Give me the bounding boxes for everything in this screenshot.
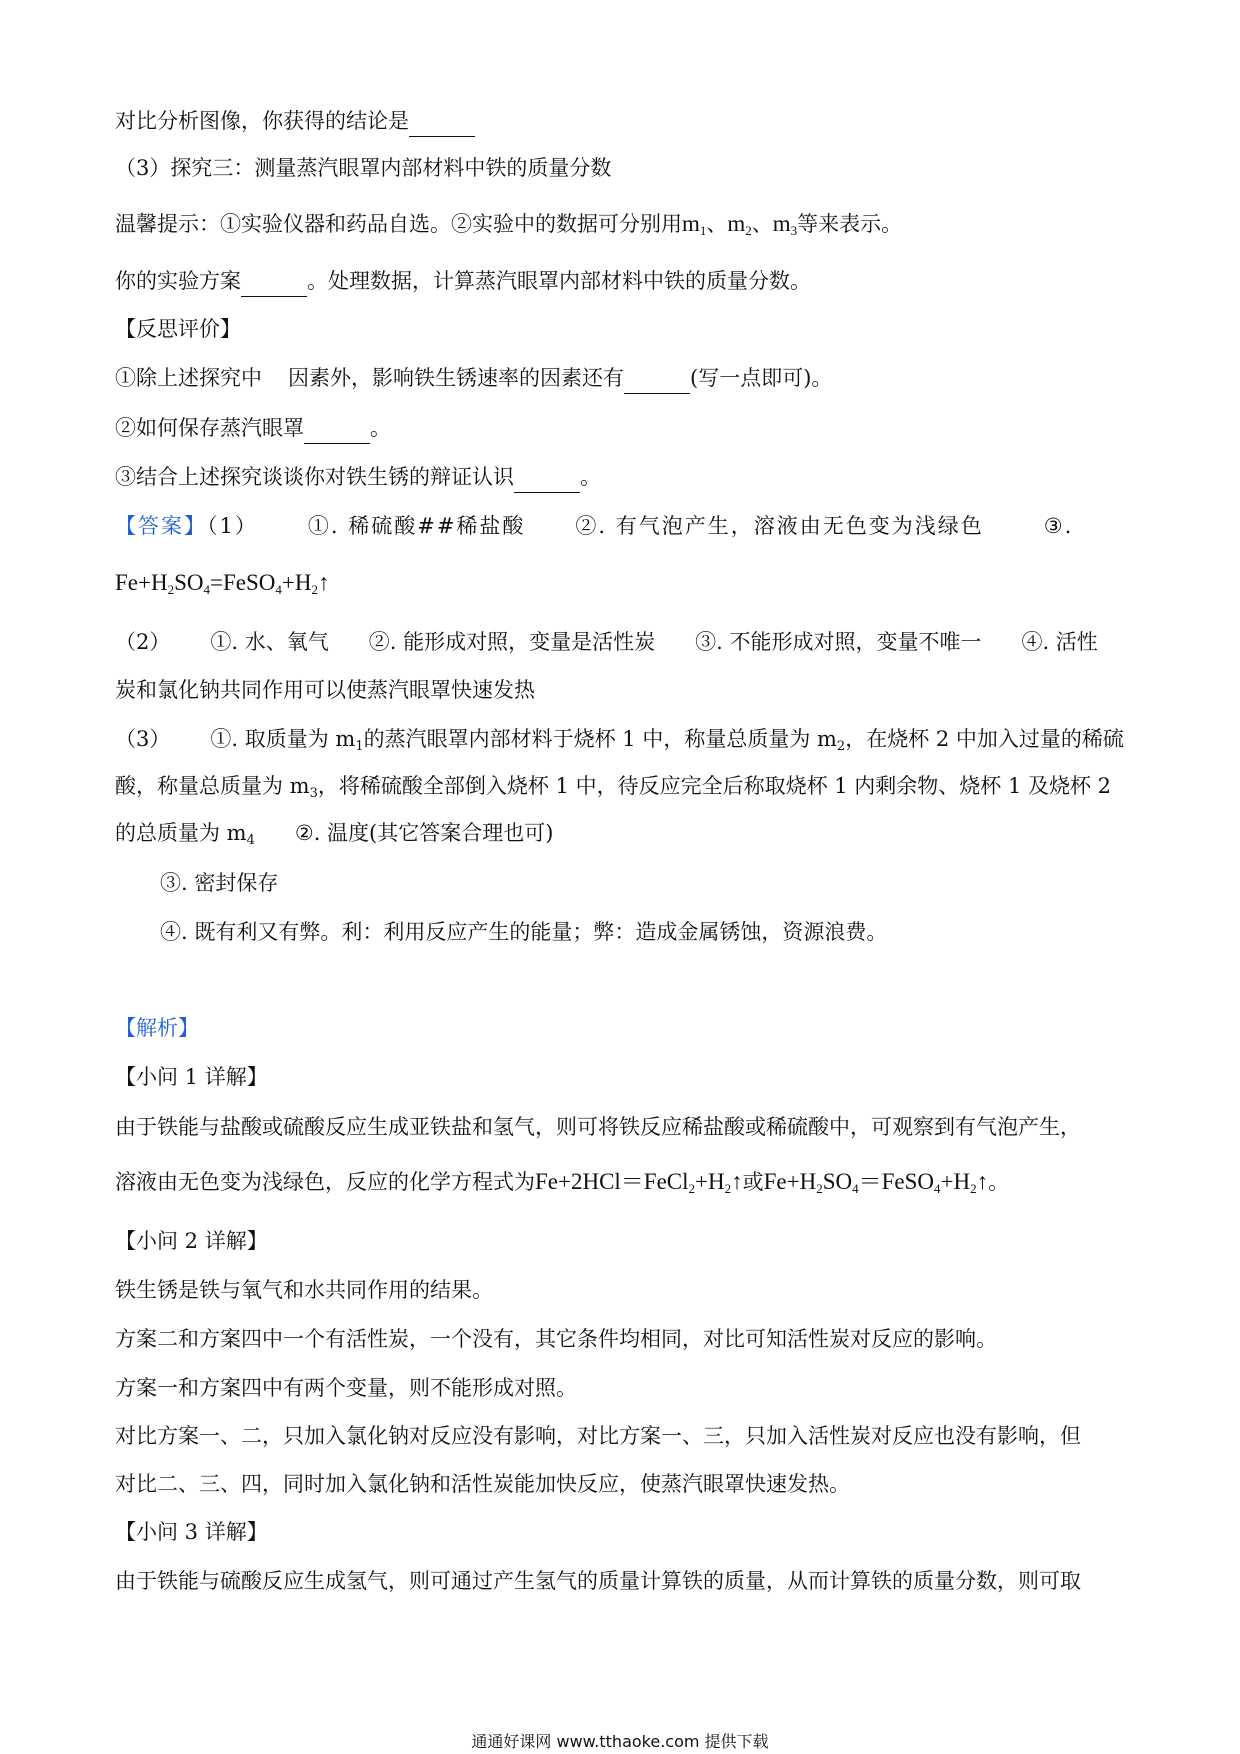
answer-line-3a: （3） ①. 取质量为 $m_1$的蒸汽眼罩内部材料于烧杯 1 中，称量总质量为 $m_2$，在烧杯 2 中加入过量的稀硫 [115,727,1124,754]
footer-source: 通通好课网 www.tthaoke.com 提供下载 [471,1732,769,1751]
s1-heading: 【小问 1 详解】 [115,1065,268,1089]
s1-line2: 溶液由无色变为浅绿色，反应的化学方程式为$Fe+2HCl=FeCl_2+H_2↑$或$Fe+H_2SO_4=FeSO_4+H_2↑$。 [115,1169,1010,1196]
s2-heading: 【小问 2 详解】 [115,1229,268,1253]
reflection-q1: ①除上述探究中 因素外，影响铁生锈速率的因素还有 (写一点即可)。 [115,363,832,394]
answer-line-3c: 的总质量为 $m_4$ ②. 温度(其它答案合理也可) [115,821,554,848]
answer-line-3d: ③. 密封保存 [160,871,279,895]
s2-line4: 对比方案一、二，只加入氯化钠对反应没有影响，对比方案一、三，只加入活性炭对反应也没有影响，但 [115,1424,1081,1448]
answer-line-2-cont: 炭和氯化钠共同作用可以使蒸汽眼罩快速发热 [115,678,535,702]
equation-fe-h2so4: $Fe+H_2SO_4=FeSO_4+H_2↑$ [115,570,330,597]
analysis-label: 【解析】 [115,1016,199,1040]
reflection-heading: 【反思评价】 [115,317,241,341]
reflection-q3: ③结合上述探究谈谈你对铁生锈的辩证认识 。 [115,462,601,493]
tip-line: 温馨提示：①实验仪器和药品自选。②实验中的数据可分别用$m_1$、$m_2$、$m_3$等来表示。 [115,211,903,238]
answer-blank [624,363,690,394]
answer-blank [514,462,580,493]
answer-line-2: （2） ①. 水、氧气 ②. 能形成对照，变量是活性炭 ③. 不能形成对照，变量不唯一 ④. 活性 [115,630,1098,654]
answer-blank [409,106,475,137]
answer-line-1: 【答案】（1） ①. 稀硫酸##稀盐酸 ②. 有气泡产生，溶液由无色变为浅绿色 ③. [115,514,1074,538]
conclusion-prompt: 对比分析图像，你获得的结论是 [115,109,409,133]
explore3-title: （3）探究三：测量蒸汽眼罩内部材料中铁的质量分数 [115,156,612,180]
reflection-q2: ②如何保存蒸汽眼罩 。 [115,413,391,444]
answer-label: 【答案】 [115,514,207,538]
answer-blank [304,413,370,444]
answer-line-3e: ④. 既有利又有弊。利：利用反应产生的能量；弊：造成金属锈蚀，资源浪费。 [160,920,888,944]
s1-line1: 由于铁能与盐酸或硫酸反应生成亚铁盐和氢气，则可将铁反应稀盐酸或稀硫酸中，可观察到有气泡产生， [115,1115,1081,1139]
s2-line5: 对比二、三、四，同时加入氯化钠和活性炭能加快反应，使蒸汽眼罩快速发热。 [115,1472,850,1496]
answer-line-3b: 酸，称量总质量为 $m_3$，将稀硫酸全部倒入烧杯 1 中，待反应完全后称取烧杯 1 内剩余物、烧杯 1 及烧杯 2 [115,774,1112,801]
s2-line2: 方案二和方案四中一个有活性炭，一个没有，其它条件均相同，对比可知活性炭对反应的影响。 [115,1327,997,1351]
s2-line3: 方案一和方案四中有两个变量，则不能形成对照。 [115,1376,577,1400]
plan-line: 你的实验方案 。处理数据，计算蒸汽眼罩内部材料中铁的质量分数。 [115,266,811,297]
s3-heading: 【小问 3 详解】 [115,1520,268,1544]
s2-line1: 铁生锈是铁与氧气和水共同作用的结果。 [115,1278,493,1302]
conclusion-line [115,106,475,137]
s3-line1: 由于铁能与硫酸反应生成氢气，则可通过产生氢气的质量计算铁的质量，从而计算铁的质量分数，则可取 [115,1569,1081,1593]
answer-blank [241,266,307,297]
